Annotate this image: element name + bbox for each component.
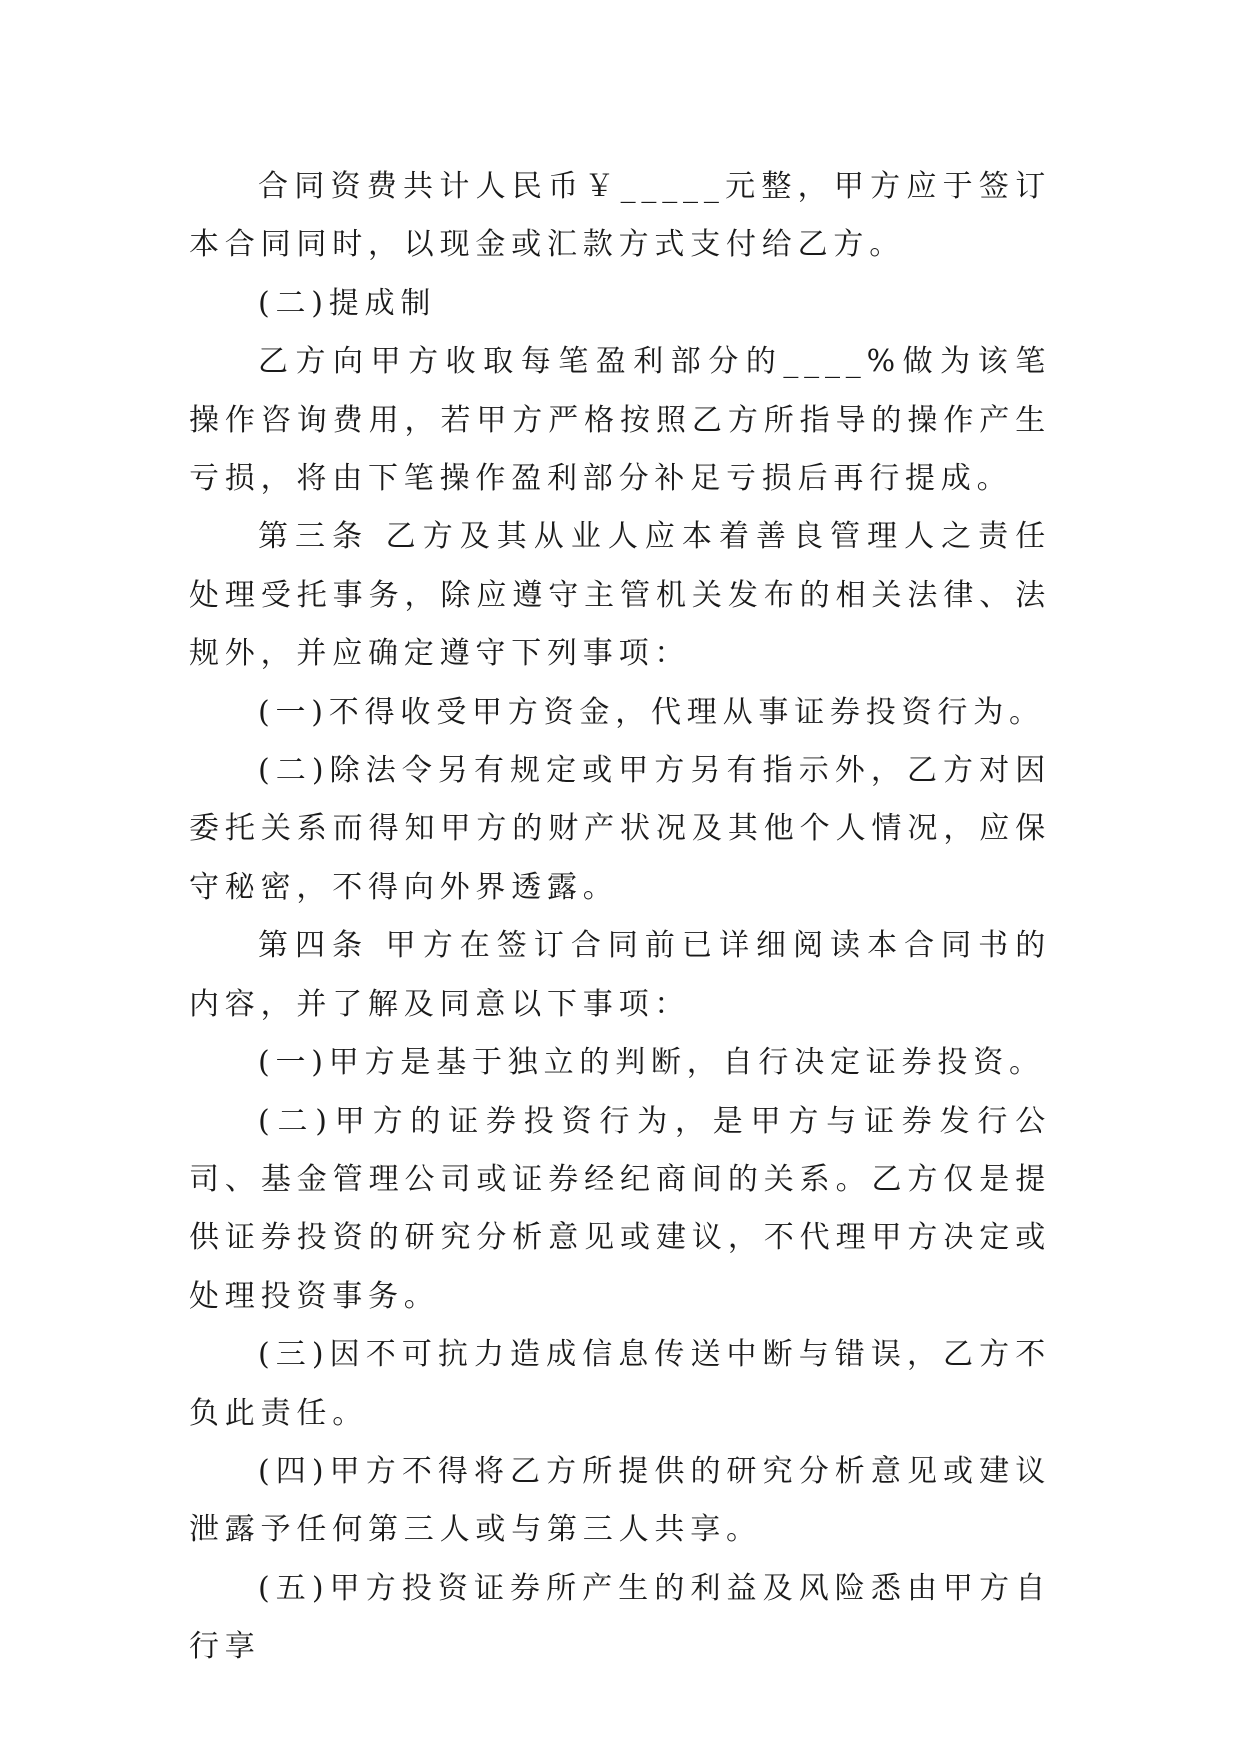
- paragraph-article-4-item-4: (四)甲方不得将乙方所提供的研究分析意见或建议泄露予任何第三人或与第三人共享。: [189, 1453, 1051, 1548]
- paragraph-article-3-item-1: (一)不得收受甲方资金，代理从事证券投资行为。: [258, 694, 1045, 730]
- paragraph-article-4-item-1: (一)甲方是基于独立的判断，自行决定证券投资。: [258, 1045, 1045, 1081]
- paragraph-article-3: 第三条 乙方及其从业人应本着善良管理人之责任处理受托事务，除应遵守主管机关发布的相关法律、法规外，并应确定遵守下列事项：: [189, 519, 1051, 672]
- paragraph-commission-heading: (二)提成制: [258, 285, 437, 321]
- document-body: [189, 158, 1051, 1677]
- paragraph-article-4: 第四条 甲方在签订合同前已详细阅读本合同书的内容，并了解及同意以下事项：: [189, 928, 1051, 1022]
- paragraph-fee-total: 合同资费共计人民币￥_____元整，甲方应于签订本合同同时，以现金或汇款方式支付给乙方。: [189, 169, 1051, 263]
- paragraph-article-4-item-3: (三)因不可抗力造成信息传送中断与错误，乙方不负此责任。: [189, 1337, 1051, 1431]
- paragraph-article-4-item-2: (二)甲方的证券投资行为，是甲方与证券发行公司、基金管理公司或证券经纪商间的关系。乙方仅是提供证券投资的研究分析意见或建议，不代理甲方决定或处理投资事务。: [189, 1103, 1051, 1314]
- paragraph-article-3-item-2: (二)除法令另有规定或甲方另有指示外，乙方对因委托关系而得知甲方的财产状况及其他个人情况，应保守秘密，不得向外界透露。: [189, 753, 1051, 905]
- paragraph-article-4-item-5: (五)甲方投资证券所产生的利益及风险悉由甲方自行享: [189, 1570, 1051, 1665]
- paragraph-commission-terms: 乙方向甲方收取每笔盈利部分的____%做为该笔操作咨询费用，若甲方严格按照乙方所指导的操作产生亏损，将由下笔操作盈利部分补足亏损后再行提成。: [189, 344, 1051, 497]
